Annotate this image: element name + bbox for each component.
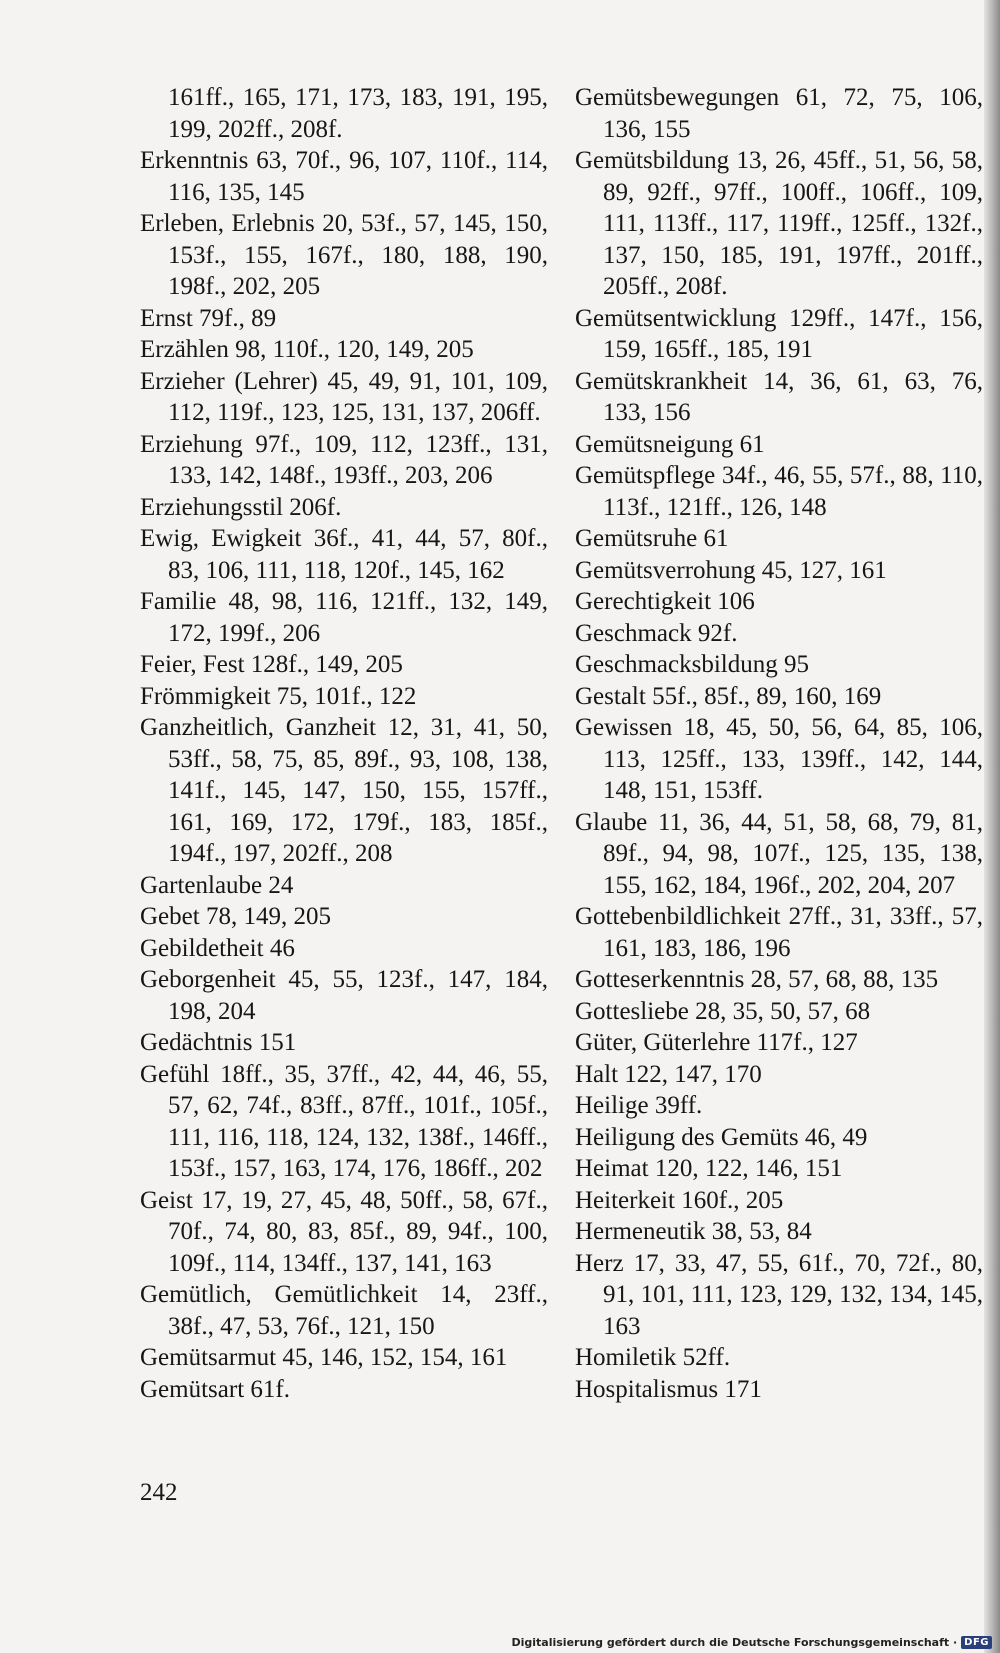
page-number: 242 [140,1479,178,1506]
page-edge-shadow [984,0,1000,1653]
index-entry: Homiletik 52ff. [575,1344,731,1371]
index-entry: 161ff., 165, 171, 173, 183, 191, 195, 199, 202ff., 208f. [168,84,548,143]
index-entry: Familie 48, 98, 116, 121ff., 132, 149, 172, 199f., 206 [140,588,548,647]
index-entry: Erkenntnis 63, 70f., 96, 107, 110f., 114, 116, 135, 145 [140,147,548,206]
index-entry: Gebildetheit 46 [140,934,295,962]
index-entry: Gemütsneigung 61 [575,430,765,458]
index-entry: Geborgenheit 45, 55, 123f., 147, 184, 198, 204 [140,966,548,1025]
index-entry: Heimat 120, 122, 146, 151 [575,1155,843,1182]
index-entry: Erziehungsstil 206f. [140,493,342,521]
index-entry: Frömmigkeit 75, 101f., 122 [140,682,417,710]
index-entry: Hermeneutik 38, 53, 84 [575,1218,812,1245]
index-column-right [575,82,983,1405]
index-entry: Glaube 11, 36, 44, 51, 58, 68, 79, 81, 89f., 94, 98, 107f., 125, 135, 138, 155, 162, 184, 196f., 202, 204, 207 [575,808,983,899]
index-entry: Gedächtnis 151 [140,1029,297,1056]
index-entry: Erzieher (Lehrer) 45, 49, 91, 101, 109, 112, 119f., 123, 125, 131, 137, 206ff. [140,367,548,426]
index-entry: Feier, Fest 128f., 149, 205 [140,651,403,678]
index-entry: Gemütsart 61f. [140,1375,290,1403]
index-entry: Halt 122, 147, 170 [575,1060,762,1088]
index-entry: Gotteserkenntnis 28, 57, 68, 88, 135 [575,966,939,993]
index-entry: Hospitalismus 171 [575,1375,762,1403]
index-entry: Gewissen 18, 45, 50, 56, 64, 85, 106, 113, 125ff., 133, 139ff., 142, 144, 148, 151, 153ff. [575,714,983,804]
index-entry: Gemütspflege 34f., 46, 55, 57f., 88, 110, 113f., 121ff., 126, 148 [575,462,983,521]
index-entry: Erzählen 98, 110f., 120, 149, 205 [140,336,474,363]
footer-text: Digitalisierung gefördert durch die Deutsche Forschungsgemeinschaft · [511,1636,958,1649]
index-entry: Erziehung 97f., 109, 112, 123ff., 131, 133, 142, 148f., 193ff., 203, 206 [140,430,548,489]
index-entry: Heiterkeit 160f., 205 [575,1186,784,1214]
index-entry: Gerechtigkeit 106 [575,588,755,615]
index-entry: Gestalt 55f., 85f., 89, 160, 169 [575,682,882,710]
index-entry: Geist 17, 19, 27, 45, 48, 50ff., 58, 67f., 70f., 74, 80, 83, 85f., 89, 94f., 100, 109f., 114, 134ff., 137, 141, 163 [140,1186,548,1277]
index-column-left [140,82,548,1405]
index-entry: Gemütsbewegungen 61, 72, 75, 106, 136, 155 [575,84,983,143]
index-entry: Gemütsentwicklung 129ff., 147f., 156, 159, 165ff., 185, 191 [575,304,983,363]
index-entry: Gemütsruhe 61 [575,525,729,552]
index-entry: Geschmacksbildung 95 [575,651,809,678]
index-entry: Erleben, Erlebnis 20, 53f., 57, 145, 150, 153f., 155, 167f., 180, 188, 190, 198f., 202, 205 [140,210,548,300]
index-entry: Herz 17, 33, 47, 55, 61f., 70, 72f., 80, 91, 101, 111, 123, 129, 132, 134, 145, 163 [575,1249,983,1340]
index-entry: Gottesliebe 28, 35, 50, 57, 68 [575,997,871,1025]
index-entry: Ewig, Ewigkeit 36f., 41, 44, 57, 80f., 83, 106, 111, 118, 120f., 145, 162 [140,525,548,584]
digitization-footer [511,1636,992,1649]
dfg-logo-icon: DFG [961,1636,992,1649]
index-entry: Gemütskrankheit 14, 36, 61, 63, 76, 133, 156 [575,367,983,426]
index-entry: Gemütsbildung 13, 26, 45ff., 51, 56, 58, 89, 92ff., 97ff., 100ff., 106ff., 109, 111, 113ff., 117, 119ff., 125ff., 132f., 137, 150, 185, 191, 197ff., 201ff., 205ff., 208f. [575,147,983,300]
index-entry: Ernst 79f., 89 [140,304,277,332]
index-entry: Ganzheitlich, Ganzheit 12, 31, 41, 50, 53ff., 58, 75, 85, 89f., 93, 108, 138, 141f., 145, 147, 150, 155, 157ff., 161, 169, 172, 179f., 183, 185f., 194f., 197, 202ff., 208 [140,714,548,867]
index-entry: Güter, Güterlehre 117f., 127 [575,1029,858,1056]
index-entry: Gebet 78, 149, 205 [140,903,331,930]
index-entry: Gemütsverrohung 45, 127, 161 [575,556,887,584]
index-entry: Gefühl 18ff., 35, 37ff., 42, 44, 46, 55, 57, 62, 74f., 83ff., 87ff., 101f., 105f., 111, 116, 118, 124, 132, 138f., 146ff., 153f., 157, 163, 174, 176, 186ff., 202 [140,1060,548,1182]
index-entry: Heilige 39ff. [575,1092,703,1119]
index-entry: Gemütsarmut 45, 146, 152, 154, 161 [140,1344,508,1371]
index-entry: Geschmack 92f. [575,619,738,647]
index-entry: Gartenlaube 24 [140,871,294,899]
index-entry: Heiligung des Gemüts 46, 49 [575,1123,868,1151]
index-entry: Gemütlich, Gemütlichkeit 14, 23ff., 38f., 47, 53, 76f., 121, 150 [140,1281,548,1340]
index-entry: Gottebenbildlichkeit 27ff., 31, 33ff., 57, 161, 183, 186, 196 [575,903,983,962]
